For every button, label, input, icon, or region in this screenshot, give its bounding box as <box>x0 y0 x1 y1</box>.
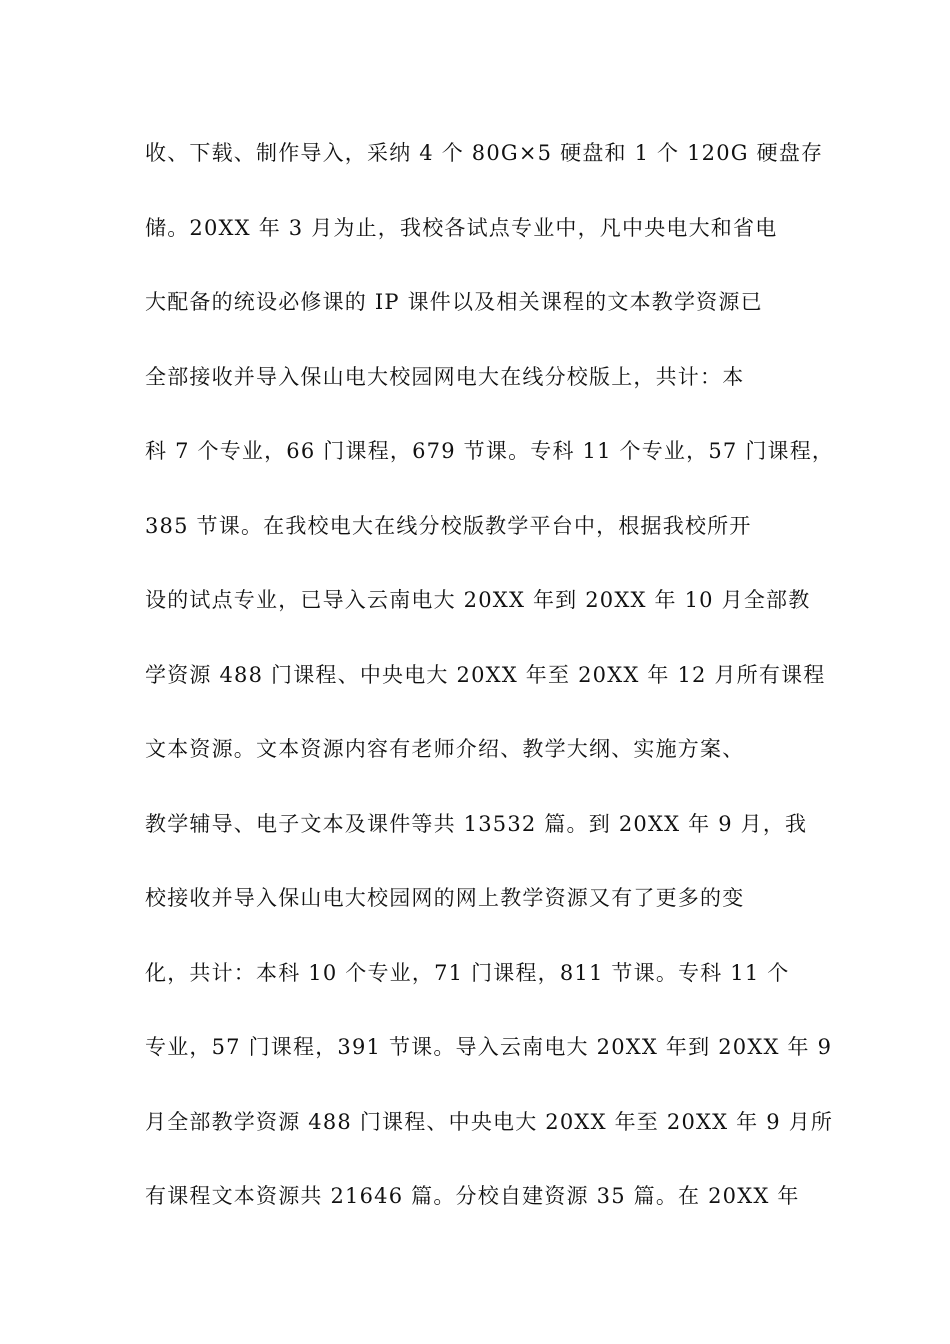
text-line: 收、下载、制作导入，采纳 4 个 80G×5 硬盘和 1 个 120G 硬盘存 <box>145 141 824 165</box>
text-line: 有课程文本资源共 21646 篇。分校自建资源 35 篇。在 20XX 年 <box>145 1184 800 1208</box>
text-line: 设的试点专业，已导入云南电大 20XX 年到 20XX 年 10 月全部教 <box>145 588 811 612</box>
text-line: 专业，57 门课程，391 节课。导入云南电大 20XX 年到 20XX 年 9 <box>145 1035 833 1059</box>
text-line: 科 7 个专业，66 门课程，679 节课。专科 11 个专业，57 门课程， <box>145 439 835 463</box>
text-line: 全部接收并导入保山电大校园网电大在线分校版上，共计：本 <box>145 364 745 389</box>
text-line: 学资源 488 门课程、中央电大 20XX 年至 20XX 年 12 月所有课程 <box>145 662 826 687</box>
text-line: 储。20XX 年 3 月为止，我校各试点专业中，凡中央电大和省电 <box>145 215 778 240</box>
text-line: 教学辅导、电子文本及课件等共 13532 篇。到 20XX 年 9 月，我 <box>145 811 808 836</box>
text-line: 月全部教学资源 488 门课程、中央电大 20XX 年至 20XX 年 9 月所 <box>145 1109 834 1134</box>
text-line: 大配备的统设必修课的 IP 课件以及相关课程的文本教学资源已 <box>145 290 763 314</box>
body-text <box>145 131 835 1249</box>
text-line: 385 节课。在我校电大在线分校版教学平台中，根据我校所开 <box>145 513 752 538</box>
text-line: 校接收并导入保山电大校园网的网上教学资源又有了更多的变 <box>145 886 745 910</box>
text-line: 化，共计：本科 10 个专业，71 门课程，811 节课。专科 11 个 <box>145 960 790 985</box>
text-line: 文本资源。文本资源内容有老师介绍、教学大纲、实施方案、 <box>145 737 745 761</box>
